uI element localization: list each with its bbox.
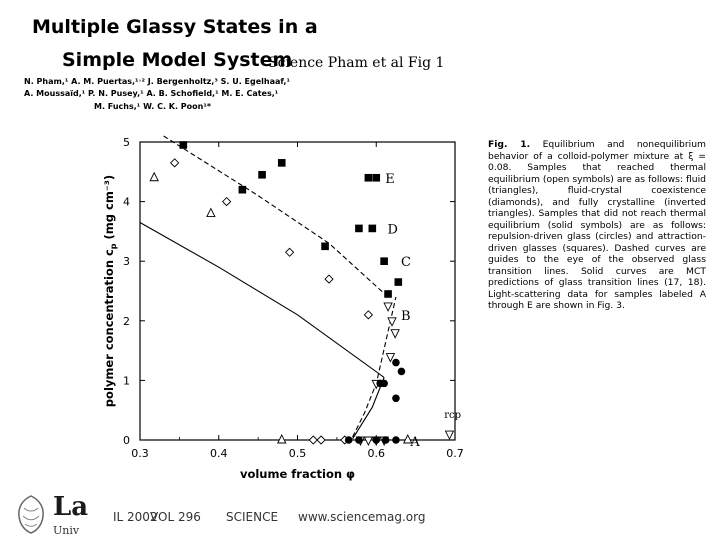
coexistence-diamond-point xyxy=(317,436,325,444)
crystal-inv-triangle-point xyxy=(384,303,392,311)
repulsive-glass-circle-point xyxy=(392,436,400,444)
dashed-curve-0 xyxy=(164,136,389,297)
university-crest-logo xyxy=(14,494,48,534)
attractive-glass-square-point xyxy=(372,174,380,182)
overlay-caption: Science Pham et al Fig 1 xyxy=(268,55,445,71)
attractive-glass-square-point xyxy=(180,141,188,149)
solid-curve-2 xyxy=(140,223,384,378)
title-line-1: Multiple Glassy States in a xyxy=(32,16,318,38)
authors-line-3: M. Fuchs,¹ W. C. K. Poon¹* xyxy=(94,102,212,111)
y-tick-label: 4 xyxy=(123,195,130,209)
y-axis-label: polymer concentration $c_p$ (mg cm⁻³) xyxy=(102,174,118,408)
annotation-d: D xyxy=(387,222,398,238)
coexistence-diamond-point xyxy=(171,159,179,167)
fluid-triangle-point xyxy=(150,173,158,181)
crystal-inv-triangle-point xyxy=(445,431,453,439)
fluid-triangle-point xyxy=(278,435,286,443)
x-tick-label: 0.7 xyxy=(446,447,464,460)
annotation-e: E xyxy=(385,171,395,187)
figure-caption xyxy=(488,139,706,312)
annotation-a: A xyxy=(410,435,420,451)
annotation-b: B xyxy=(400,308,411,324)
repulsive-glass-circle-point xyxy=(380,380,388,388)
authors-line-1: N. Pham,¹ A. M. Puertas,¹˒² J. Bergenholtz,³ S. U. Egelhaaf,¹ xyxy=(24,77,290,86)
crystal-inv-triangle-point xyxy=(364,437,372,445)
coexistence-diamond-point xyxy=(325,275,333,283)
coexistence-diamond-point xyxy=(309,436,317,444)
crystal-inv-triangle-point xyxy=(391,330,399,338)
fluid-triangle-point xyxy=(207,209,215,217)
y-tick-label: 1 xyxy=(123,374,130,388)
x-axis-label: volume fraction φ xyxy=(239,467,356,481)
attractive-glass-square-point xyxy=(384,290,392,298)
x-tick-label: 0.4 xyxy=(210,447,228,460)
annotation-rcp: rcp xyxy=(444,410,462,422)
logo-subtext: Univ xyxy=(53,524,80,537)
footer-url[interactable]: www.sciencemag.org xyxy=(298,510,426,524)
crystal-inv-triangle-point xyxy=(388,318,396,326)
y-tick-label: 5 xyxy=(123,136,130,149)
coexistence-diamond-point xyxy=(286,248,294,256)
y-tick-label: 0 xyxy=(123,434,130,447)
repulsive-glass-circle-point xyxy=(345,436,353,444)
annotation-c: C xyxy=(400,255,411,271)
x-tick-label: 0.5 xyxy=(288,447,307,460)
x-tick-label: 0.6 xyxy=(367,447,385,460)
authors-line-2: A. Moussaïd,¹ P. N. Pusey,¹ A. B. Schofield,¹ M. E. Cates,¹ xyxy=(24,89,279,98)
repulsive-glass-circle-point xyxy=(372,436,380,444)
figure-caption-label: Fig. 1. xyxy=(488,139,531,150)
attractive-glass-square-point xyxy=(258,171,266,179)
x-tick-label: 0.3 xyxy=(131,447,149,460)
attractive-glass-square-point xyxy=(395,278,403,286)
footer-section: SCIENCE xyxy=(226,510,279,524)
repulsive-glass-circle-point xyxy=(398,368,406,376)
coexistence-diamond-point xyxy=(223,198,231,206)
repulsive-glass-circle-point xyxy=(392,394,400,402)
title-line-2: Simple Model System xyxy=(62,49,293,71)
attractive-glass-square-point xyxy=(380,257,388,265)
y-axis-label-group xyxy=(102,175,118,407)
repulsive-glass-circle-point xyxy=(355,436,363,444)
attractive-glass-square-point xyxy=(321,243,329,251)
logo-text: La xyxy=(53,492,89,522)
coexistence-diamond-point xyxy=(364,311,372,319)
attractive-glass-square-point xyxy=(278,159,286,167)
attractive-glass-square-point xyxy=(369,225,377,233)
y-tick-label: 2 xyxy=(123,314,130,328)
repulsive-glass-circle-point xyxy=(392,359,400,367)
footer-date: IL 2002 xyxy=(113,510,158,524)
figure-caption-text: Equilibrium and nonequilibrium behavior of a colloid-polymer mixture at ξ = 0.08. Samples that reached thermal equilibrium (open symbols) are as follows: fluid (triangles), fluid-crystal coexistence (diamonds), and fully crystalline (inverted triangles). Samples that did not reach thermal equilibrium (solid symbols) are as follows: repulsion-driven glass (circles) and attraction-driven glasses (squares). Dashed curves are guides to the eye of the observed glass transition lines. Solid curves are MCT predictions of glass transition lines (17, 18). Light-scattering data for samples labeled A through E are shown in Fig. 3. xyxy=(488,139,706,311)
y-tick-label: 3 xyxy=(123,255,130,269)
attractive-glass-square-point xyxy=(355,225,363,233)
repulsive-glass-circle-point xyxy=(382,436,390,444)
attractive-glass-square-point xyxy=(365,174,373,182)
plot-frame xyxy=(140,142,455,440)
attractive-glass-square-point xyxy=(239,186,247,194)
footer-volume: VOL 296 xyxy=(150,510,201,524)
